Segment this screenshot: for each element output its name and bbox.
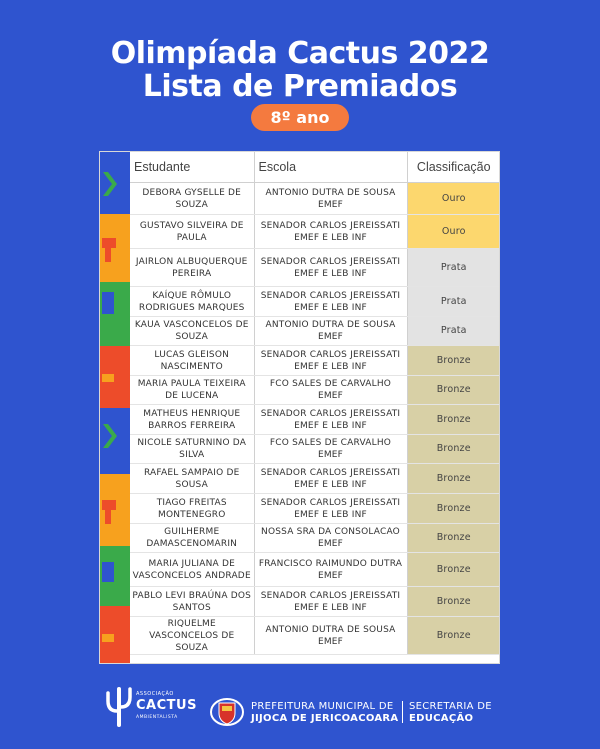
table-row (130, 405, 500, 435)
student-name: MARIA PAULA TEIXEIRA DE LUCENA (130, 376, 254, 405)
school-name: ANTONIO DUTRA DE SOUSA EMEF (254, 183, 407, 215)
school-name: NOSSA SRA DA CONSOLACAO EMEF (254, 524, 407, 553)
classification-cell: Prata (407, 249, 500, 287)
school-name: ANTONIO DUTRA DE SOUSA EMEF (254, 617, 407, 655)
classification-cell: Bronze (407, 435, 500, 464)
municipal-crest-icon (210, 697, 244, 727)
student-name: MATHEUS HENRIQUE BARROS FERREIRA (130, 405, 254, 435)
classification-cell: Ouro (407, 215, 500, 249)
cactus-logo-icon (106, 683, 132, 729)
school-name: SENADOR CARLOS JEREISSATI EMEF E LEB INF (254, 464, 407, 494)
classification-cell: Ouro (407, 183, 500, 215)
student-name: MARIA JULIANA DE VASCONCELOS ANDRADE (130, 553, 254, 587)
classification-cell: Bronze (407, 524, 500, 553)
school-name: SENADOR CARLOS JEREISSATI EMEF E LEB INF (254, 346, 407, 376)
cactus-name: CACTUS (136, 698, 197, 713)
header-escola: Escola (254, 152, 407, 183)
student-name: GUSTAVO SILVEIRA DE PAULA (130, 215, 254, 249)
school-name: ANTONIO DUTRA DE SOUSA EMEF (254, 317, 407, 346)
school-name: SENADOR CARLOS JEREISSATI EMEF E LEB INF (254, 405, 407, 435)
decorative-stripe (100, 152, 130, 664)
table-row (130, 494, 500, 524)
school-name: SENADOR CARLOS JEREISSATI EMEF E LEB INF (254, 287, 407, 317)
cactus-association-label: ASSOCIAÇÃO (136, 691, 174, 697)
student-name: RAFAEL SAMPAIO DE SOUSA (130, 464, 254, 494)
title-line-2: Lista de Premiados (142, 69, 458, 104)
prefeitura-line-2: JIJOCA DE JERICOACOARA (251, 713, 399, 724)
table-row (130, 553, 500, 587)
table-row (130, 464, 500, 494)
classification-cell: Bronze (407, 494, 500, 524)
student-name: RIQUELME VASCONCELOS DE SOUZA (130, 617, 254, 655)
student-name: NICOLE SATURNINO DA SILVA (130, 435, 254, 464)
school-name: FCO SALES DE CARVALHO EMEF (254, 376, 407, 405)
classification-cell: Bronze (407, 553, 500, 587)
student-name: DEBORA GYSELLE DE SOUZA (130, 183, 254, 215)
table-row (130, 215, 500, 249)
student-name: KAÍQUE RÔMULO RODRIGUES MARQUES (130, 287, 254, 317)
prefeitura-line-1: PREFEITURA MUNICIPAL DE (251, 701, 394, 712)
school-name: FRANCISCO RAIMUNDO DUTRA EMEF (254, 553, 407, 587)
classification-cell: Bronze (407, 346, 500, 376)
table-row (130, 376, 500, 405)
classification-cell: Bronze (407, 587, 500, 617)
grade-badge: 8º ano (251, 104, 349, 131)
school-name: FCO SALES DE CARVALHO EMEF (254, 435, 407, 464)
table-row (130, 183, 500, 215)
awards-table-container (99, 151, 500, 664)
table-row (130, 435, 500, 464)
student-name: PABLO LEVI BRAÚNA DOS SANTOS (130, 587, 254, 617)
table-row (130, 317, 500, 346)
title-line-1: Olimpíada Cactus 2022 (110, 36, 490, 71)
awards-table (130, 152, 500, 655)
classification-cell: Prata (407, 317, 500, 346)
student-name: GUILHERME DAMASCENOMARIN (130, 524, 254, 553)
table-header-row (130, 152, 500, 183)
footer-logos (0, 683, 600, 733)
table-row (130, 617, 500, 655)
secretaria-line-2: EDUCAÇÃO (409, 713, 474, 724)
student-name: KAUA VASCONCELOS DE SOUZA (130, 317, 254, 346)
student-name: JAIRLON ALBUQUERQUE PEREIRA (130, 249, 254, 287)
table-row (130, 287, 500, 317)
table-row (130, 524, 500, 553)
school-name: SENADOR CARLOS JEREISSATI EMEF E LEB INF (254, 249, 407, 287)
classification-cell: Bronze (407, 464, 500, 494)
school-name: SENADOR CARLOS JEREISSATI EMEF E LEB INF (254, 494, 407, 524)
table-row (130, 587, 500, 617)
school-name: SENADOR CARLOS JEREISSATI EMEF E LEB INF (254, 215, 407, 249)
footer-divider (402, 701, 403, 723)
cactus-subtitle: AMBIENTALISTA (136, 715, 178, 720)
table-row (130, 249, 500, 287)
classification-cell: Prata (407, 287, 500, 317)
table-row (130, 346, 500, 376)
student-name: LUCAS GLEISON NASCIMENTO (130, 346, 254, 376)
student-name: TIAGO FREITAS MONTENEGRO (130, 494, 254, 524)
header-classificacao: Classificação (407, 152, 500, 183)
secretaria-line-1: SECRETARIA DE (409, 701, 492, 712)
classification-cell: Bronze (407, 376, 500, 405)
classification-cell: Bronze (407, 405, 500, 435)
classification-cell: Bronze (407, 617, 500, 655)
header-estudante: Estudante (130, 152, 254, 183)
school-name: SENADOR CARLOS JEREISSATI EMEF E LEB INF (254, 587, 407, 617)
